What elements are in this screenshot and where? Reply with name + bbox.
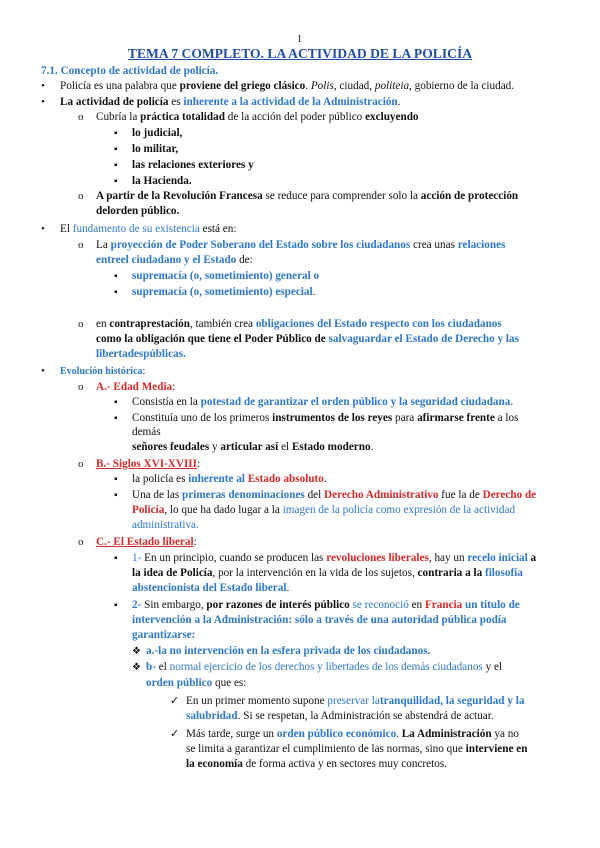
paragraph-continued: como la obligación que tiene el Poder Público de salvaguardar el Estado de Derecho y las — [96, 333, 519, 345]
diamond-bullet-icon: ❖ — [132, 646, 141, 657]
list-item: supremacía (o, sometimiento) especial. — [132, 286, 316, 298]
page-number: 1 — [297, 34, 302, 45]
bullet-circle: o — [78, 111, 84, 123]
list-item-continued: orden público que es: — [146, 677, 247, 689]
bullet-square: ▪ — [114, 271, 118, 282]
paragraph: La actividad de policía es inherente a la actividad de la Administración. — [60, 96, 401, 108]
list-item: Más tarde, surge un orden público económico. La Administración ya no — [186, 728, 519, 740]
bullet-square: ▪ — [114, 176, 118, 187]
bullet-square: ▪ — [114, 600, 118, 611]
paragraph: La proyección de Poder Soberano del Estado sobre los ciudadanos crea unas relaciones — [96, 239, 506, 251]
paragraph-continued: libertadespúblicas. — [96, 348, 186, 360]
diamond-bullet-icon: ❖ — [132, 662, 141, 673]
bullet-dot: • — [41, 80, 45, 92]
section-heading: 7.1. Concepto de actividad de policía. — [41, 65, 219, 77]
list-item-continued: señores feudales y articular así el Estado moderno. — [132, 441, 374, 453]
bullet-dot: • — [41, 365, 45, 377]
list-item: supremacía (o, sometimiento) general o — [132, 270, 320, 282]
list-item: las relaciones exteriores y — [132, 159, 254, 171]
bullet-square: ▪ — [114, 128, 118, 139]
bullet-square: ▪ — [114, 144, 118, 155]
bullet-dot: • — [41, 223, 45, 235]
period-heading: C.- El Estado liberal: — [96, 536, 197, 548]
list-item: a.-la no intervención en la esfera privada de los ciudadanos. — [146, 645, 431, 657]
bullet-square: ▪ — [114, 413, 118, 424]
list-item: la policía es inherente al Estado absoluto. — [132, 473, 327, 485]
list-item-continued: garantizarse: — [132, 629, 196, 641]
list-item-continued: la economía de forma activa y en sectores muy concretos. — [186, 758, 447, 770]
bullet-dot: • — [41, 96, 45, 108]
bullet-circle: o — [78, 381, 84, 393]
list-item: b- el normal ejercicio de los derechos y libertades de los demás ciudadanos y el — [146, 661, 503, 673]
paragraph: A partir de la Revolución Francesa se reduce para comprender solo la acción de protección — [96, 190, 519, 202]
list-item-continued: salubridad. Si se respetan, la Administración se abstendrá de actuar. — [186, 710, 494, 722]
bullet-square: ▪ — [114, 490, 118, 501]
period-heading: B.- Siglos XVI-XVIII: — [96, 458, 201, 470]
list-item: 1- En un principio, cuando se producen las revoluciones liberales, hay un recelo inicial a — [132, 552, 537, 564]
bullet-circle: o — [78, 458, 84, 470]
list-item: Consistía en la potestad de garantizar el orden público y la seguridad ciudadana. — [132, 396, 514, 408]
list-item: Constituía uno de los primeros instrumentos de los reyes para afirmarse frente a los — [132, 412, 519, 424]
list-item: Una de las primeras denominaciones del Derecho Administrativo fue la de Derecho de — [132, 489, 537, 501]
paragraph: en contraprestación, también crea obligaciones del Estado respecto con los ciudadanos — [96, 318, 502, 330]
bullet-square: ▪ — [114, 474, 118, 485]
list-item-continued: abstencionista del Estado liberal. — [132, 582, 290, 594]
list-item-continued: demás — [132, 426, 161, 438]
paragraph-continued: delorden público. — [96, 205, 180, 217]
paragraph: El fundamento de su existencia está en: — [60, 223, 237, 235]
list-item: la Hacienda. — [132, 175, 192, 187]
bullet-square: ▪ — [114, 553, 118, 564]
list-item-continued: se limita a garantizar el cumplimiento de las normas, sino que interviene en — [186, 743, 528, 755]
list-item: lo militar, — [132, 143, 179, 155]
bullet-circle: o — [78, 536, 84, 548]
list-item-continued: la idea de Policía, por la intervención en la vida de los sujetos, contraria a la filosofía — [132, 567, 523, 579]
paragraph: Policía es una palabra que proviene del griego clásico. Polis, ciudad, politeia, gobierno de la ciudad. — [60, 80, 515, 92]
list-item: 2- Sin embargo, por razones de interés público se reconoció en Francia un título de — [132, 599, 520, 611]
paragraph-continued: entreel ciudadano y el Estado de: — [96, 254, 253, 266]
list-item: lo judicial, — [132, 127, 183, 139]
bullet-circle: o — [78, 318, 84, 330]
checkmark-icon: ✓ — [170, 728, 180, 740]
bullet-square: ▪ — [114, 160, 118, 171]
list-item: En un primer momento supone preservar latranquilidad, la seguridad y la — [186, 695, 525, 707]
bullet-circle: o — [78, 190, 84, 202]
subsection-heading: Evolución histórica: — [60, 366, 146, 377]
bullet-circle: o — [78, 239, 84, 251]
list-item-continued: Policía, lo que ha dado lugar a la imagen de la policía como expresión de la actividad — [132, 504, 516, 516]
bullet-square: ▪ — [114, 397, 118, 408]
page-title: TEMA 7 COMPLETO. LA ACTIVIDAD DE LA POLICÍA — [127, 46, 473, 61]
checkmark-icon: ✓ — [170, 695, 180, 707]
period-heading: A.- Edad Media: — [96, 381, 176, 393]
bullet-square: ▪ — [114, 287, 118, 298]
list-item-continued: administrativa. — [132, 519, 199, 531]
paragraph: Cubría la práctica totalidad de la acción del poder público excluyendo — [96, 111, 419, 123]
list-item-continued: intervención a la Administración: sólo a través de una autoridad pública podía — [132, 614, 507, 626]
